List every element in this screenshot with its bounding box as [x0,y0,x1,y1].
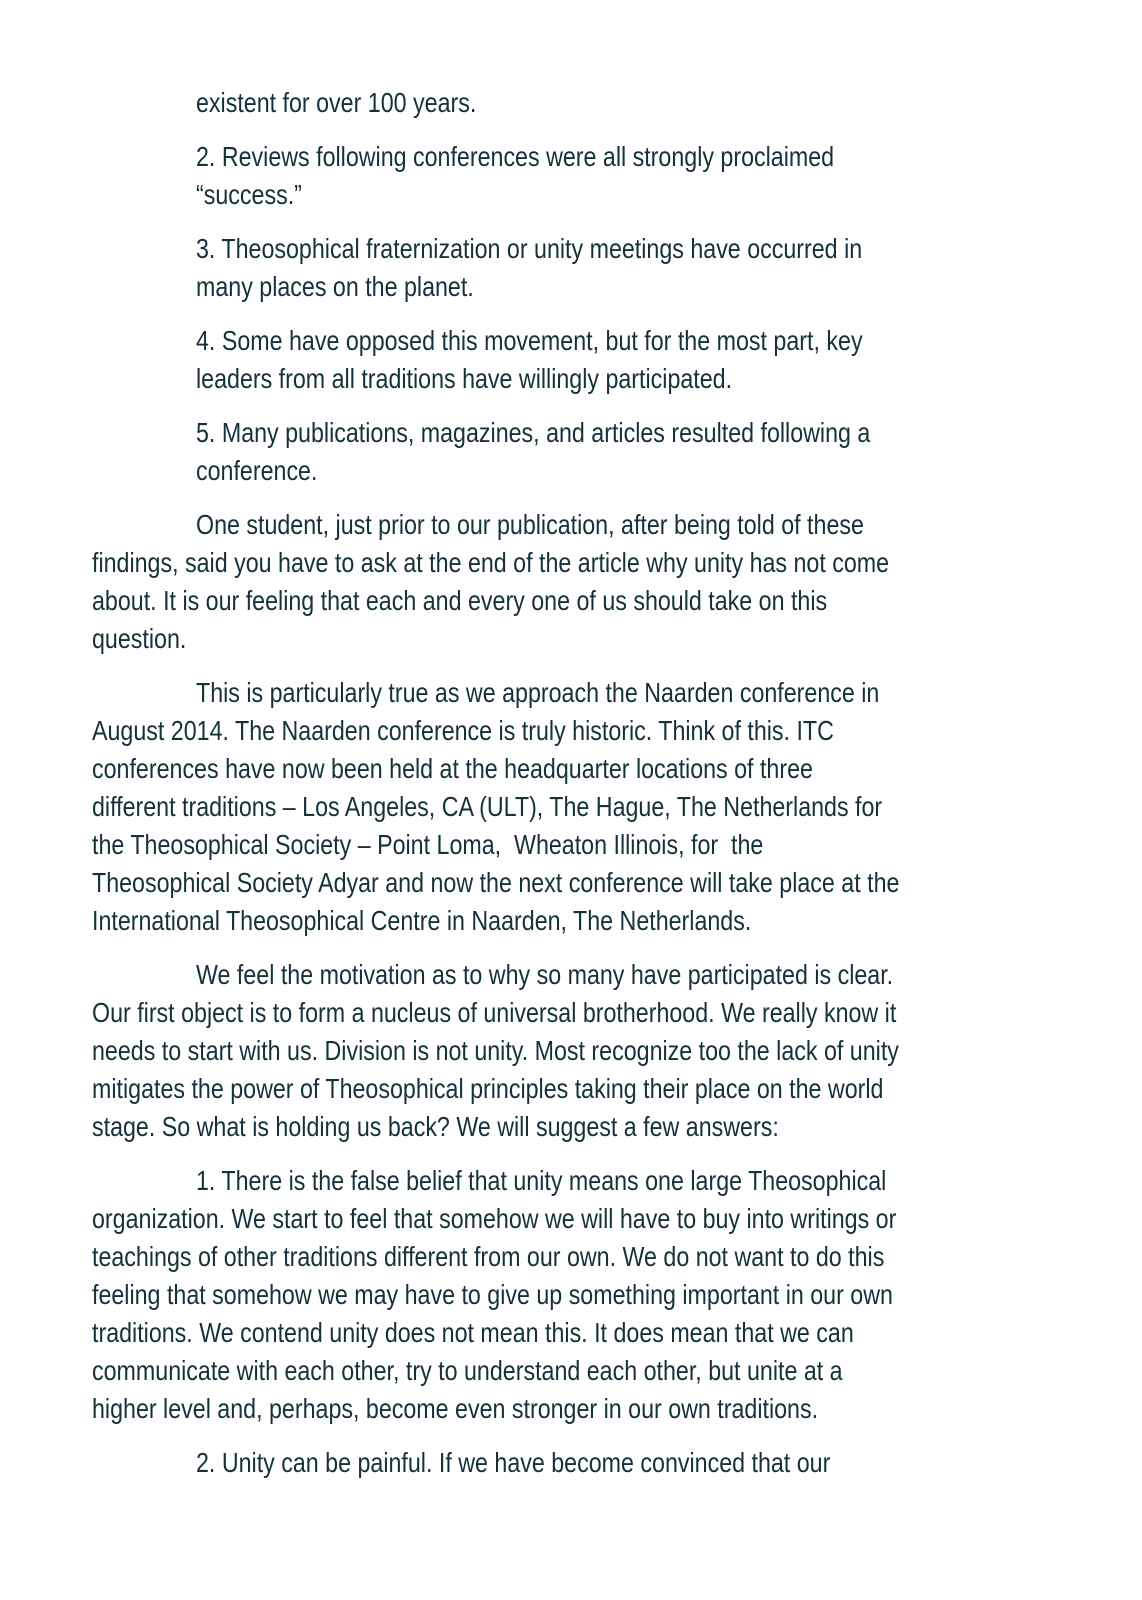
text-line: communicate with each other, try to understand each other, but unite at a [92,1355,843,1386]
list-item-3 [92,230,1082,306]
paragraph-answer-1 [92,1162,1082,1428]
text-line: findings, said you have to ask at the end of the article why unity has not come [92,547,890,578]
text-line: stage. So what is holding us back? We will suggest a few answers: [92,1111,779,1142]
list-item-continuation [92,84,1082,122]
text-line: We feel the motivation as to why so many have participated is clear. [196,959,894,990]
text-line: higher level and, perhaps, become even stronger in our own traditions. [92,1393,819,1424]
text-line: One student, just prior to our publication, after being told of these [196,509,864,540]
paragraph-answer-2 [92,1444,1082,1482]
list-item-4 [92,322,1082,398]
text-line: Our first object is to form a nucleus of universal brotherhood. We really know it [92,997,897,1028]
text-line: needs to start with us. Division is not unity. Most recognize too the lack of unity [92,1035,899,1066]
text-line: August 2014. The Naarden conference is truly historic. Think of this. ITC [92,715,834,746]
paragraph-naarden-conference [92,674,1082,940]
text-line: traditions. We contend unity does not mean this. It does mean that we can [92,1317,854,1348]
text-line: 4. Some have opposed this movement, but for the most part, key [196,325,863,356]
list-item-5 [92,414,1082,490]
text-line: question. [92,623,187,654]
text-line: existent for over 100 years. [196,87,477,118]
text-line: many places on the planet. [196,271,474,302]
paragraph-one-student [92,506,1082,658]
text-line: 5. Many publications, magazines, and articles resulted following a [196,417,871,448]
text-line: 2. Reviews following conferences were all strongly proclaimed [196,141,835,172]
text-line: about. It is our feeling that each and every one of us should take on this [92,585,828,616]
text-line: leaders from all traditions have willingly participated. [196,363,733,394]
list-item-2 [92,138,1082,214]
text-line: mitigates the power of Theosophical principles taking their place on the world [92,1073,884,1104]
document-text-block [92,84,1082,1498]
paragraph-motivation [92,956,1082,1146]
text-line: 3. Theosophical fraternization or unity meetings have occurred in [196,233,863,264]
text-line: organization. We start to feel that somehow we will have to buy into writings or [92,1203,897,1234]
text-line: different traditions – Los Angeles, CA (ULT), The Hague, The Netherlands for [92,791,883,822]
text-line: feeling that somehow we may have to give up something important in our own [92,1279,893,1310]
text-line: Theosophical Society Adyar and now the next conference will take place at the [92,867,900,898]
text-line: This is particularly true as we approach the Naarden conference in [196,677,880,708]
text-line: International Theosophical Centre in Naarden, The Netherlands. [92,905,752,936]
text-line: conference. [196,455,318,486]
text-line: conferences have now been held at the headquarter locations of three [92,753,813,784]
text-line: teachings of other traditions different from our own. We do not want to do this [92,1241,885,1272]
text-line: the Theosophical Society – Point Loma, Wheaton Illinois, for the [92,829,764,860]
text-line: 2. Unity can be painful. If we have become convinced that our [196,1447,831,1478]
text-line: 1. There is the false belief that unity means one large Theosophical [196,1165,887,1196]
text-line: “success.” [196,179,302,210]
